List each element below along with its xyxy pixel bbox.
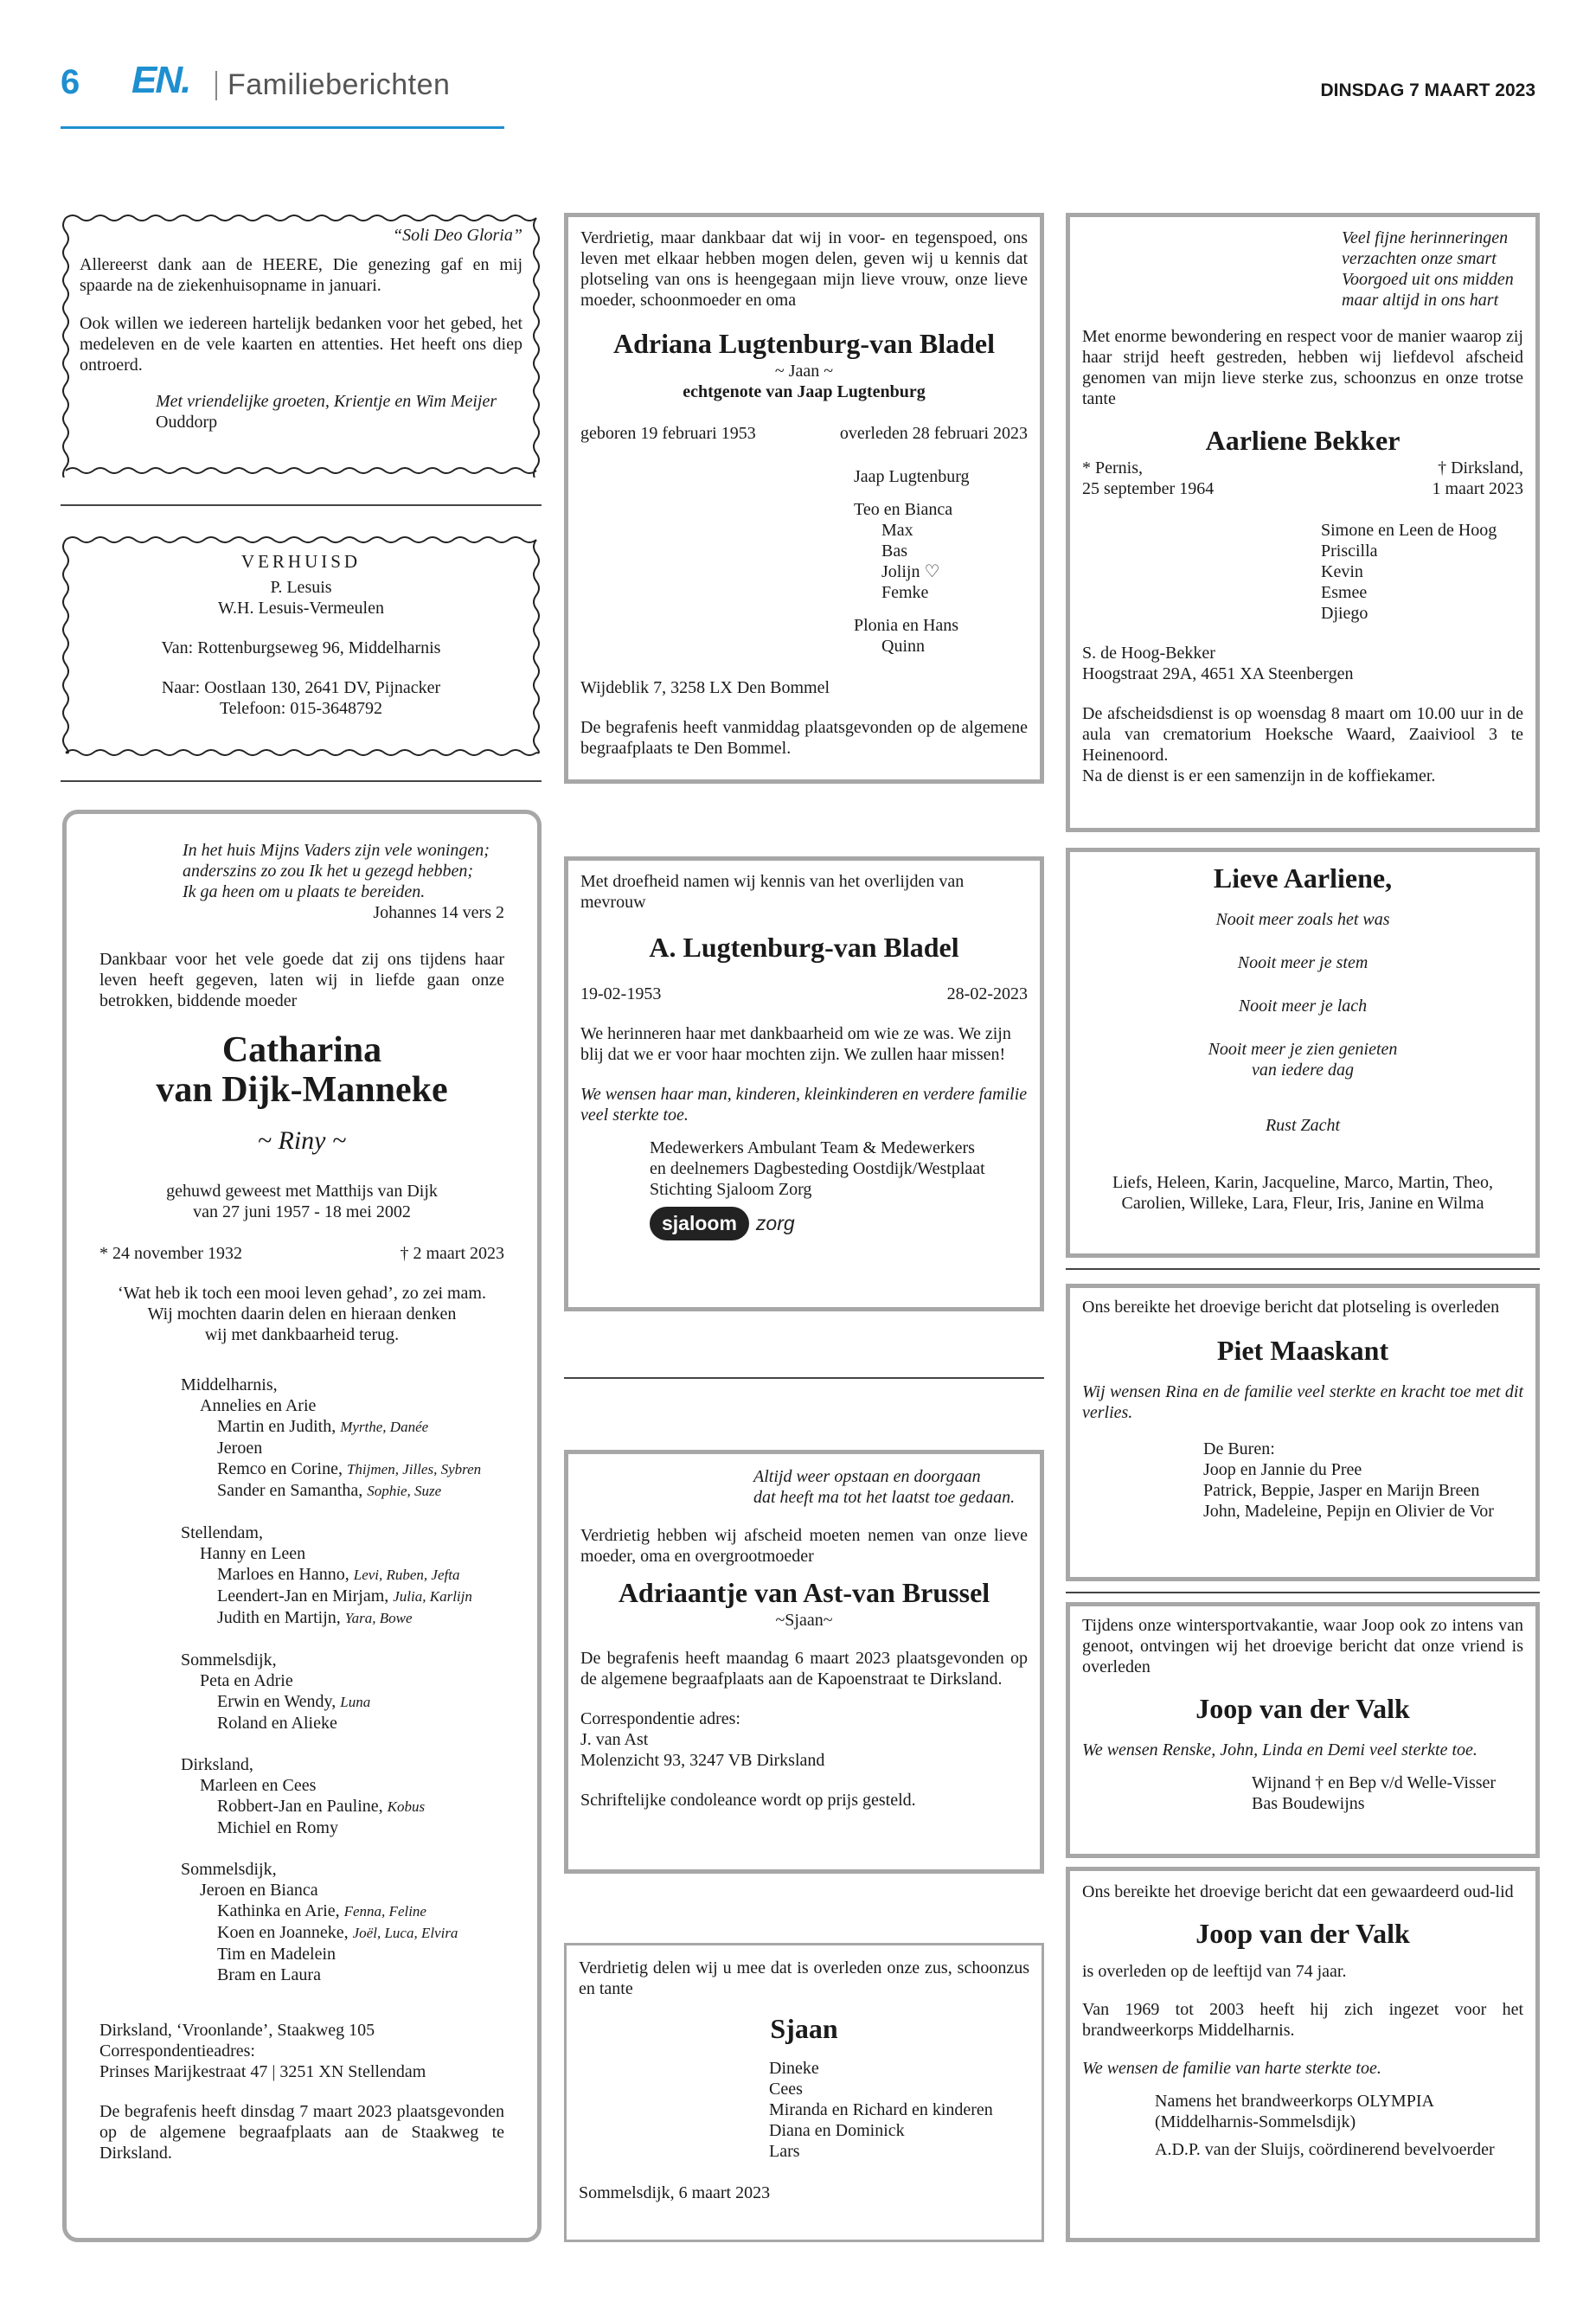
deceased-name: Sjaan — [770, 2013, 838, 2044]
verse-line: anderszins zo zou Ik het u gezegd hebben; — [183, 862, 474, 881]
notice-title: Lieve Aarliene, — [1213, 862, 1393, 894]
verse-line: Altijd weer opstaan en doorgaan — [753, 1467, 981, 1486]
service-info: De afscheidsdienst is op woensdag 8 maart om 10.00 uur in de aula van crematorium Hoeksche Waard, Zaaiviool 3 te Heinenoord. — [1082, 704, 1523, 765]
family-list — [99, 1375, 504, 1985]
logo-word: sjaloom — [650, 1207, 749, 1240]
death-info: † Dirksland, 1 maart 2023 — [1432, 458, 1523, 498]
intro: Tijdens onze wintersportvakantie, waar Joop ook zo intens van genoot, ontvingen wij het droevige bericht dat onze vriend is overleden — [1082, 1616, 1523, 1676]
wish-text: We wensen de familie van harte sterkte toe. — [1082, 2059, 1381, 2078]
moved-notice — [80, 551, 522, 719]
sender-line: Medewerkers Ambulant Team & Medewerkers — [650, 1138, 975, 1157]
header-divider — [215, 71, 217, 100]
birth-date: geboren 19 februari 1953 — [580, 424, 756, 443]
family-member: Max — [881, 521, 913, 540]
moved-title: VERHUISD — [240, 551, 362, 572]
sender-line: Stichting Sjaloom Zorg — [650, 1180, 812, 1199]
family-member: Martin en Judith, Myrthe, Danée — [217, 1417, 429, 1436]
verse-line: Veel fijne herinneringen — [1342, 228, 1509, 247]
family-couple: Plonia en Hans — [854, 616, 959, 635]
family-place: Dirksland, — [181, 1755, 253, 1774]
poem-line: Nooit meer je zien genieten — [1208, 1040, 1398, 1059]
family-member: Judith en Martijn, Yara, Bowe — [217, 1608, 413, 1627]
catharina-verse — [99, 840, 504, 902]
joop-friends-notice — [1066, 1602, 1540, 1858]
thanks-greeting: Met vriendelijke groeten, Krientje en Wim Meijer — [156, 392, 497, 411]
adriana-nickname: ~ Jaan ~ — [774, 362, 834, 381]
catharina-notice — [62, 810, 542, 2242]
poem-line: Nooit meer je lach — [1238, 997, 1368, 1016]
deceased-name: Piet Maaskant — [1216, 1335, 1389, 1366]
family-member: Erwin en Wendy, Luna — [217, 1692, 371, 1711]
deceased-nickname: ~Sjaan~ — [775, 1611, 833, 1630]
wish-text: We wensen haar man, kinderen, kleinkinderen en verdere familie veel sterkte toe. — [580, 1085, 1028, 1125]
family-member: Tim en Madelein — [217, 1945, 337, 1964]
family-list — [1082, 520, 1523, 624]
adriana-spouse: echtgenote van Jaap Lugtenburg — [683, 382, 926, 401]
correspondence-line: Correspondentie adres: — [580, 1709, 740, 1728]
funeral-info: De begrafenis heeft vanmiddag plaatsgevonden op de algemene begraafplaats te Den Bommel. — [580, 718, 1028, 758]
sender-line: Joop en Jannie du Pree — [1203, 1460, 1362, 1479]
family-member: Esmee — [1321, 583, 1368, 602]
family-member: Bram en Laura — [217, 1965, 321, 1984]
sender-line: Liefs, Heleen, Karin, Jacqueline, Marco, Martin, Theo, — [1112, 1173, 1494, 1192]
intro: Verdrietig hebben wij afscheid moeten nemen van onze lieve moeder, oma en overgrootmoeder — [580, 1526, 1028, 1566]
married-line-1: gehuwd geweest met Matthijs van Dijk — [166, 1182, 438, 1201]
header-underline — [61, 126, 504, 129]
moved-to: Naar: Oostlaan 130, 2641 DV, Pijnacker — [161, 678, 441, 697]
death-date: overleden 28 februari 2023 — [839, 424, 1028, 443]
quote-line: Wij mochten daarin delen en hieraan denken — [147, 1304, 457, 1324]
poem-line: Rust Zacht — [1265, 1116, 1341, 1135]
memory-text: We herinneren haar met dankbaarheid om wie ze was. We zijn blij dat we er voor haar mochten zijn. We zullen haar missen! — [580, 1024, 1011, 1064]
wish-text: We wensen Renske, John, Linda en Demi veel sterkte toe. — [1082, 1740, 1477, 1759]
address-line: Prinses Marijkestraat 47 | 3251 XN Stellendam — [99, 2062, 426, 2081]
family-member: Lars — [769, 2142, 800, 2161]
quote-line: wij met dankbaarheid terug. — [204, 1325, 400, 1344]
family-member: Koen en Joanneke, Joël, Luca, Elvira — [217, 1923, 458, 1942]
address: Wijdeblik 7, 3258 LX Den Bommel — [580, 678, 830, 697]
verse-line: dat heeft ma tot het laatst toe gedaan. — [753, 1488, 1016, 1507]
adriana-intro: Verdrietig, maar dankbaar dat wij in voor- en tegenspoed, ons leven met elkaar hebben mogen delen, geven wij u kennis dat plotseling van ons is heengegaan mijn lieve vrouw, onze lieve moeder, schoonmoeder en oma — [580, 228, 1028, 310]
dates-row — [580, 423, 1028, 444]
after-service: Na de dienst is er een samenzijn in de koffiekamer. — [1082, 766, 1436, 785]
birth-date: 19-02-1953 — [580, 984, 662, 1003]
dates-row — [1082, 458, 1523, 499]
verse — [580, 1466, 1028, 1508]
moved-from: Van: Rottenburgseweg 96, Middelharnis — [161, 638, 441, 657]
family-member: Jaap Lugtenburg — [854, 467, 970, 486]
sjaan-notice — [564, 1943, 1044, 2242]
family-list — [580, 466, 1028, 657]
piet-maaskant-notice — [1066, 1284, 1540, 1581]
family-couple: Hanny en Leen — [200, 1544, 306, 1563]
sender-line: en deelnemers Dagbesteding Oostdijk/Westplaat — [650, 1159, 985, 1178]
death-date: † 2 maart 2023 — [400, 1244, 504, 1263]
condolence-note: Schriftelijke condoleance wordt op prijs gesteld. — [580, 1791, 916, 1810]
logo-suffix: zorg — [755, 1212, 795, 1234]
sender-title: De Buren: — [1203, 1439, 1275, 1458]
moved-phone: Telefoon: 015-3648792 — [219, 699, 382, 718]
divider — [564, 1377, 1044, 1379]
sjaloom-logo — [580, 1207, 1028, 1240]
verse-line: Voorgoed uit ons midden — [1342, 270, 1514, 289]
moved-name-2: W.H. Lesuis-Vermeulen — [218, 599, 384, 618]
poem-line: Nooit meer zoals het was — [1215, 910, 1390, 929]
family-member: Djiego — [1321, 604, 1368, 623]
header-date: DINSDAG 7 MAART 2023 — [1320, 80, 1535, 100]
address-line: S. de Hoog-Bekker — [1082, 644, 1215, 663]
catharina-intro: Dankbaar voor het vele goede dat zij ons tijdens haar leven heeft gegeven, laten wij in liefde gaan onze betrokken, biddende moeder — [99, 950, 504, 1010]
family-member: Miranda en Richard en kinderen — [769, 2100, 993, 2119]
senders — [580, 1138, 1028, 1200]
newspaper-logo: EN. — [131, 59, 190, 101]
family-member: Remco en Corine, Thijmen, Jilles, Sybren — [217, 1459, 482, 1478]
sender-line: (Middelharnis-Sommelsdijk) — [1155, 2112, 1356, 2131]
family-member: Kathinka en Arie, Fenna, Feline — [217, 1901, 426, 1920]
thanks-text-1: Allereerst dank aan de HEERE, Die genezing gaf en mij spaarde na de ziekenhuisopname in januari. — [80, 255, 522, 295]
sender-line: Bas Boudewijns — [1252, 1794, 1365, 1813]
thanks-notice — [80, 225, 522, 433]
thanks-text-2: Ook willen we iedereen hartelijk bedanken voor het gebed, het medeleven en de vele kaarten en attenties. Het heeft ons diep ontroerd. — [80, 314, 522, 375]
family-member: Priscilla — [1321, 542, 1378, 561]
sender-line: John, Madeleine, Pepijn en Olivier de Vor — [1203, 1502, 1494, 1521]
family-couple: Teo en Bianca — [854, 500, 953, 519]
birth-info: * Pernis, 25 september 1964 — [1082, 458, 1215, 498]
lieve-aarliene-notice — [1066, 848, 1540, 1258]
section-title: Familieberichten — [228, 68, 451, 101]
family-member: Robbert-Jan en Pauline, Kobus — [217, 1797, 426, 1816]
quote-line: ‘Wat heb ik toch een mooi leven gehad’, zo zei mam. — [117, 1284, 486, 1303]
sender-line: Namens het brandweerkorps OLYMPIA — [1155, 2092, 1434, 2111]
family-member: Femke — [881, 583, 929, 602]
family-place: Sommelsdijk, — [181, 1650, 277, 1670]
divider — [1066, 1268, 1540, 1270]
sender-line: Carolien, Willeke, Lara, Fleur, Iris, Janine en Wilma — [1121, 1194, 1484, 1213]
dates-row — [99, 1243, 504, 1264]
thanks-motto: “Soli Deo Gloria” — [392, 226, 522, 245]
intro: Verdrietig delen wij u mee dat is overleden onze zus, schoonzus en tante — [579, 1958, 1029, 1998]
divider — [1066, 1592, 1540, 1593]
address-line: Hoogstraat 29A, 4651 XA Steenbergen — [1082, 664, 1354, 683]
married-line-2: van 27 juni 1957 - 18 mei 2002 — [193, 1202, 411, 1221]
family-member: Simone en Leen de Hoog — [1321, 521, 1497, 540]
family-member: Sander en Samantha, Sophie, Suze — [217, 1481, 442, 1500]
moved-name-1: P. Lesuis — [270, 578, 332, 597]
deceased-name: Joop van der Valk — [1195, 1693, 1410, 1724]
correspondence-line: J. van Ast — [580, 1730, 649, 1749]
family-member: Leendert-Jan en Mirjam, Julia, Karlijn — [217, 1586, 472, 1606]
joop-fire-brigade-notice — [1066, 1867, 1540, 2242]
intro: Met droefheid namen wij kennis van het overlijden van mevrouw — [580, 872, 965, 912]
adriana-name: Adriana Lugtenburg-van Bladel — [613, 328, 995, 359]
family-member: Jolijn ♡ — [881, 562, 940, 581]
sender-line: Patrick, Beppie, Jasper en Marijn Breen — [1203, 1481, 1480, 1500]
family-member: Michiel en Romy — [217, 1818, 338, 1837]
divider — [61, 780, 542, 782]
verse-line: verzachten onze smart — [1342, 249, 1497, 268]
verse — [1082, 228, 1523, 311]
dates-row — [580, 984, 1028, 1004]
deceased-name: A. Lugtenburg-van Bladel — [649, 932, 959, 963]
deceased-nickname: ~ Riny ~ — [257, 1126, 347, 1155]
funeral-info: De begrafenis heeft maandag 6 maart 2023 plaatsgevonden op de algemene begraafplaats aan de Kapoenstraat te Dirksland. — [580, 1649, 1028, 1689]
correspondence-line: Molenzicht 93, 3247 VB Dirksland — [580, 1751, 825, 1770]
family-place: Sommelsdijk, — [181, 1860, 277, 1879]
family-couple: Jeroen en Bianca — [200, 1881, 318, 1900]
verse-line: Ik ga heen om u plaats te bereiden. — [183, 882, 426, 901]
address-line: Correspondentieadres: — [99, 2041, 255, 2061]
lugtenburg-colleagues-notice — [564, 856, 1044, 1311]
deceased-name: Joop van der Valk — [1195, 1918, 1410, 1949]
age-text: is overleden op de leeftijd van 74 jaar. — [1082, 1962, 1347, 1981]
intro: Ons bereikte het droevige bericht dat plotseling is overleden — [1082, 1298, 1500, 1317]
senders — [1082, 1772, 1523, 1814]
family-member: Marloes en Hanno, Levi, Ruben, Jefta — [217, 1565, 460, 1584]
sender-line: A.D.P. van der Sluijs, coördinerend bevelvoerder — [1155, 2140, 1495, 2159]
deceased-name: Aarliene Bekker — [1205, 425, 1401, 456]
senders — [1082, 2091, 1523, 2160]
funeral-info: De begrafenis heeft dinsdag 7 maart 2023 plaatsgevonden op de algemene begraafplaats aan de Staakweg te Dirksland. — [99, 2102, 504, 2163]
thanks-place: Ouddorp — [156, 413, 218, 432]
wish-text: Wij wensen Rina en de familie veel sterkte en kracht toe met dit verlies. — [1082, 1382, 1523, 1422]
aarliene-notice — [1066, 213, 1540, 832]
divider — [61, 504, 542, 506]
sender-line: Wijnand † en Bep v/d Welle-Visser — [1252, 1773, 1497, 1792]
service-text: Van 1969 tot 2003 heeft hij zich ingezet voor het brandweerkorps Middelharnis. — [1082, 2000, 1523, 2040]
deceased-surname: van Dijk-Manneke — [156, 1070, 448, 1110]
family-couple: Peta en Adrie — [200, 1671, 293, 1690]
family-member: Roland en Alieke — [217, 1714, 337, 1733]
family-place: Stellendam, — [181, 1523, 263, 1542]
deceased-name: Adriaantje van Ast-van Brussel — [618, 1577, 990, 1608]
family-member: Quinn — [881, 637, 925, 656]
family-member: Diana en Dominick — [769, 2121, 905, 2140]
place-date: Sommelsdijk, 6 maart 2023 — [579, 2183, 771, 2202]
adriana-notice — [564, 213, 1044, 784]
family-member: Kevin — [1321, 562, 1363, 581]
verse-reference: Johannes 14 vers 2 — [373, 903, 504, 922]
adriaantje-notice — [564, 1450, 1044, 1874]
verse-line: maar altijd in ons hart — [1342, 291, 1499, 310]
family-member: Cees — [769, 2080, 803, 2099]
family-couple: Marleen en Cees — [200, 1776, 317, 1795]
poem-line: Nooit meer je stem — [1237, 953, 1368, 972]
poem-line: van iedere dag — [1251, 1061, 1355, 1080]
deceased-first-name: Catharina — [221, 1030, 382, 1070]
intro: Ons bereikte het droevige bericht dat een gewaardeerd oud-lid — [1082, 1882, 1514, 1901]
family-list — [579, 2058, 1029, 2162]
family-member: Jeroen — [217, 1439, 263, 1458]
birth-date: * 24 november 1932 — [99, 1244, 242, 1263]
poem — [1082, 909, 1523, 1136]
page-number: 6 — [61, 63, 80, 101]
family-couple: Annelies en Arie — [200, 1396, 317, 1415]
intro: Met enorme bewondering en respect voor de manier waarop zij haar strijd heeft gestreden, hebben wij liefdevol afscheid genomen van mijn lieve sterke zus, schoonzus en onze trotse tante — [1082, 327, 1523, 408]
address-line: Dirksland, ‘Vroonlande’, Staakweg 105 — [99, 2021, 375, 2040]
senders — [1082, 1439, 1523, 1522]
family-member: Dineke — [769, 2059, 819, 2078]
family-place: Middelharnis, — [181, 1375, 278, 1394]
verse-line: In het huis Mijns Vaders zijn vele woningen; — [183, 841, 490, 860]
family-member: Bas — [881, 542, 907, 561]
death-date: 28-02-2023 — [946, 984, 1028, 1003]
